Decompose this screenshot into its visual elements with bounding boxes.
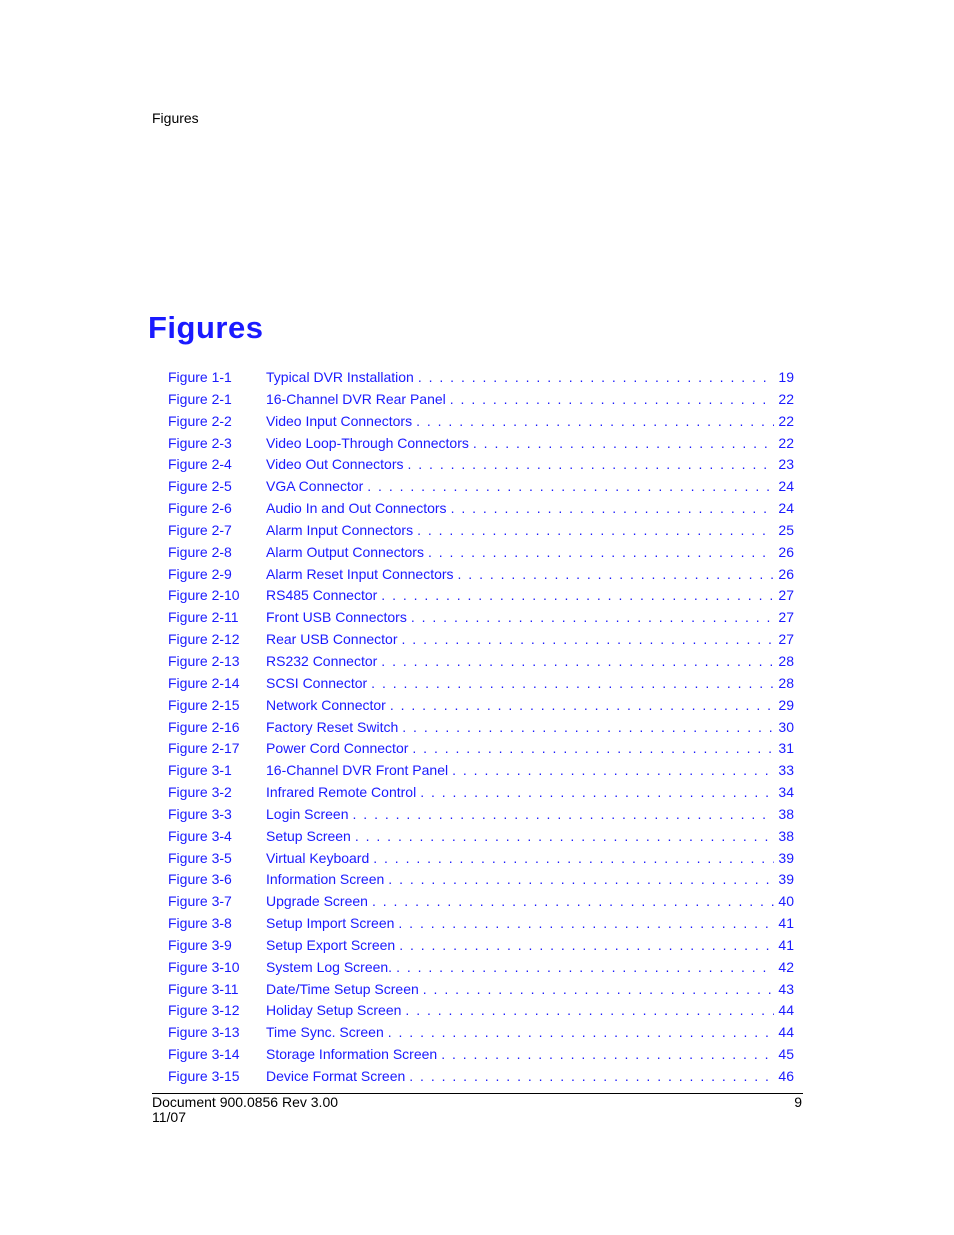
figure-number[interactable]: Figure 2-17	[168, 740, 240, 757]
dot-leader	[371, 673, 774, 695]
figure-number[interactable]: Figure 2-1	[168, 390, 232, 407]
figure-number[interactable]: Figure 3-2	[168, 784, 232, 801]
figure-entry[interactable]	[168, 433, 794, 455]
figure-entry[interactable]	[168, 1044, 794, 1066]
figure-number[interactable]: Figure 3-5	[168, 849, 232, 866]
figure-title[interactable]: Video Input Connectors	[266, 412, 413, 429]
page-title: Figures	[148, 310, 264, 345]
dot-leader	[396, 957, 774, 979]
figure-number[interactable]: Figure 2-8	[168, 543, 232, 560]
figure-title[interactable]: Holiday Setup Screen	[266, 1002, 402, 1019]
figure-entry[interactable]	[168, 629, 794, 651]
dot-leader	[417, 520, 774, 542]
figure-title[interactable]: RS485 Connector	[266, 587, 378, 604]
dot-leader	[458, 564, 775, 586]
figure-entry[interactable]	[168, 585, 794, 607]
figure-title[interactable]: Rear USB Connector	[266, 631, 398, 648]
dot-leader	[409, 1066, 774, 1088]
figure-number[interactable]: Figure 2-9	[168, 565, 232, 582]
figure-title[interactable]: Video Loop-Through Connectors	[266, 434, 469, 451]
figure-title[interactable]: Virtual Keyboard	[266, 849, 370, 866]
figure-entry[interactable]	[168, 957, 794, 979]
footer-page-number: 9	[794, 1094, 802, 1110]
figure-entry[interactable]	[168, 695, 794, 717]
figure-title[interactable]: Time Sync. Screen	[266, 1024, 384, 1041]
dot-leader	[402, 717, 774, 739]
dot-leader	[408, 454, 775, 476]
figure-title[interactable]: RS232 Connector	[266, 652, 378, 669]
figure-page-number[interactable]: 27	[778, 609, 794, 626]
figure-entry[interactable]	[168, 564, 794, 586]
figure-entry[interactable]	[168, 782, 794, 804]
figure-entry[interactable]	[168, 717, 794, 739]
dot-leader	[411, 607, 775, 629]
figure-title[interactable]: 16-Channel DVR Front Panel	[266, 762, 449, 779]
figure-page-number[interactable]: 28	[778, 652, 794, 669]
dot-leader	[373, 848, 774, 870]
figure-title[interactable]: Setup Export Screen	[266, 936, 396, 953]
figure-entry[interactable]	[168, 913, 794, 935]
figure-page-number[interactable]: 34	[778, 784, 794, 801]
dot-leader	[418, 367, 775, 389]
figure-entry[interactable]	[168, 476, 794, 498]
figure-page-number[interactable]: 38	[778, 805, 794, 822]
figure-page-number[interactable]: 42	[778, 958, 794, 975]
figure-page-number[interactable]: 33	[778, 762, 794, 779]
figure-page-number[interactable]: 19	[778, 369, 794, 385]
figure-title[interactable]: Alarm Reset Input Connectors	[266, 565, 454, 582]
figure-entry[interactable]	[168, 848, 794, 870]
figure-number[interactable]: Figure 3-3	[168, 805, 232, 822]
figure-entry[interactable]	[168, 520, 794, 542]
figures-list	[168, 367, 794, 1088]
figure-title[interactable]: Date/Time Setup Screen	[266, 980, 419, 997]
figure-entry[interactable]	[168, 869, 794, 891]
figure-page-number[interactable]: 43	[778, 980, 794, 997]
dot-leader	[428, 542, 774, 564]
dot-leader	[416, 411, 774, 433]
dot-leader	[412, 738, 774, 760]
dot-leader	[420, 782, 774, 804]
figure-page-number[interactable]: 38	[778, 827, 794, 844]
figure-entry[interactable]	[168, 979, 794, 1001]
figure-title[interactable]: VGA Connector	[266, 478, 364, 495]
footer-date: 11/07	[152, 1109, 186, 1125]
dot-leader	[367, 476, 774, 498]
figure-title[interactable]: Device Format Screen	[266, 1068, 406, 1084]
figure-page-number[interactable]: 26	[778, 565, 794, 582]
figure-number[interactable]: Figure 2-15	[168, 696, 240, 713]
figure-number[interactable]: Figure 2-14	[168, 674, 240, 691]
figure-page-number[interactable]: 22	[778, 434, 794, 451]
figure-number[interactable]: Figure 2-6	[168, 500, 232, 517]
figure-page-number[interactable]: 44	[778, 1002, 794, 1019]
figure-entry[interactable]	[168, 651, 794, 673]
figure-title[interactable]: System Log Screen.	[266, 958, 393, 975]
figure-title[interactable]: Login Screen	[266, 805, 349, 822]
figure-entry[interactable]	[168, 454, 794, 476]
figure-title[interactable]: 16-Channel DVR Rear Panel	[266, 390, 446, 407]
dot-leader	[441, 1044, 774, 1066]
figure-number[interactable]: Figure 3-10	[168, 958, 240, 975]
figure-title[interactable]: Network Connector	[266, 696, 386, 713]
figure-entry[interactable]	[168, 760, 794, 782]
figure-number[interactable]: Figure 2-16	[168, 718, 240, 735]
figure-entry[interactable]	[168, 1066, 794, 1088]
figure-number[interactable]: Figure 3-8	[168, 915, 232, 932]
figure-number[interactable]: Figure 3-15	[168, 1068, 240, 1084]
figure-number[interactable]: Figure 3-4	[168, 827, 232, 844]
figure-title[interactable]: Alarm Input Connectors	[266, 521, 414, 538]
figure-title[interactable]: Infrared Remote Control	[266, 784, 417, 801]
figure-page-number[interactable]: 25	[778, 521, 794, 538]
dot-leader	[399, 935, 774, 957]
figure-title[interactable]: Video Out Connectors	[266, 456, 404, 473]
figure-entry[interactable]	[168, 367, 794, 389]
dot-leader	[388, 1022, 775, 1044]
figure-entry[interactable]	[168, 673, 794, 695]
figure-title[interactable]: Factory Reset Switch	[266, 718, 399, 735]
dot-leader	[473, 433, 775, 455]
figure-title[interactable]: Power Cord Connector	[266, 740, 409, 757]
figure-page-number[interactable]: 24	[778, 500, 794, 517]
figure-number[interactable]: Figure 2-7	[168, 521, 232, 538]
figure-title[interactable]: Storage Information Screen	[266, 1046, 438, 1063]
figure-number[interactable]: Figure 3-7	[168, 893, 232, 910]
dot-leader	[423, 979, 775, 1001]
figure-page-number[interactable]: 23	[778, 456, 794, 473]
figure-page-number[interactable]: 41	[778, 936, 794, 953]
figure-title[interactable]: Audio In and Out Connectors	[266, 500, 447, 517]
dot-leader	[398, 913, 774, 935]
figure-entry[interactable]	[168, 826, 794, 848]
figure-title[interactable]: Information Screen	[266, 871, 385, 888]
dot-leader	[402, 629, 775, 651]
figure-page-number[interactable]: 24	[778, 478, 794, 495]
figure-number[interactable]: Figure 2-5	[168, 478, 232, 495]
figure-entry[interactable]	[168, 542, 794, 564]
figure-number[interactable]: Figure 3-13	[168, 1024, 240, 1041]
figure-number[interactable]: Figure 1-1	[168, 369, 232, 385]
figure-page-number[interactable]: 22	[778, 412, 794, 429]
figure-entry[interactable]	[168, 891, 794, 913]
running-header: Figures	[152, 110, 199, 126]
figure-page-number[interactable]: 31	[778, 740, 794, 757]
figure-page-number[interactable]: 29	[778, 696, 794, 713]
figure-number[interactable]: Figure 3-12	[168, 1002, 240, 1019]
figure-number[interactable]: Figure 2-13	[168, 652, 240, 669]
figure-page-number[interactable]: 40	[778, 893, 794, 910]
figure-page-number[interactable]: 28	[778, 674, 794, 691]
figure-number[interactable]: Figure 2-10	[168, 587, 240, 604]
figure-page-number[interactable]: 22	[778, 390, 794, 407]
dot-leader	[405, 1000, 774, 1022]
figure-title[interactable]: Alarm Output Connectors	[266, 543, 424, 560]
figure-number[interactable]: Figure 3-11	[168, 980, 239, 997]
figure-number[interactable]: Figure 3-9	[168, 936, 232, 953]
dot-leader	[452, 760, 774, 782]
figure-page-number[interactable]: 26	[778, 543, 794, 560]
figure-entry[interactable]	[168, 804, 794, 826]
figure-title[interactable]: Setup Import Screen	[266, 915, 395, 932]
figure-page-number[interactable]: 30	[778, 718, 794, 735]
figure-title[interactable]: Setup Screen	[266, 827, 351, 844]
figure-page-number[interactable]: 27	[778, 631, 794, 648]
figure-number[interactable]: Figure 2-2	[168, 412, 232, 429]
figure-entry[interactable]	[168, 1000, 794, 1022]
figure-entry[interactable]	[168, 411, 794, 433]
figure-page-number[interactable]: 45	[778, 1046, 794, 1063]
dot-leader	[388, 869, 774, 891]
figure-title[interactable]: Front USB Connectors	[266, 609, 407, 626]
figure-entry[interactable]	[168, 738, 794, 760]
dot-leader	[372, 891, 774, 913]
figure-page-number[interactable]: 39	[778, 871, 794, 888]
figure-title[interactable]: SCSI Connector	[266, 674, 368, 691]
figure-number[interactable]: Figure 3-14	[168, 1046, 240, 1063]
figure-entry[interactable]	[168, 389, 794, 411]
figure-page-number[interactable]: 27	[778, 587, 794, 604]
dot-leader	[355, 826, 775, 848]
dot-leader	[381, 585, 774, 607]
figure-page-number[interactable]: 46	[778, 1068, 794, 1084]
figure-entry[interactable]	[168, 607, 794, 629]
figure-number[interactable]: Figure 3-6	[168, 871, 232, 888]
figure-number[interactable]: Figure 2-3	[168, 434, 232, 451]
figure-entry[interactable]	[168, 498, 794, 520]
figure-entry[interactable]	[168, 1022, 794, 1044]
figure-title[interactable]: Typical DVR Installation	[266, 369, 414, 385]
figure-entry[interactable]	[168, 935, 794, 957]
figure-page-number[interactable]: 39	[778, 849, 794, 866]
dot-leader	[381, 651, 774, 673]
figure-page-number[interactable]: 41	[778, 915, 794, 932]
figure-number[interactable]: Figure 2-11	[168, 609, 239, 626]
figure-number[interactable]: Figure 2-4	[168, 456, 232, 473]
figure-number[interactable]: Figure 2-12	[168, 631, 240, 648]
footer-document-id: Document 900.0856 Rev 3.00	[152, 1094, 339, 1110]
figure-number[interactable]: Figure 3-1	[168, 762, 232, 779]
dot-leader	[450, 389, 775, 411]
dot-leader	[451, 498, 775, 520]
dot-leader	[390, 695, 775, 717]
figure-title[interactable]: Upgrade Screen	[266, 893, 368, 910]
figure-page-number[interactable]: 44	[778, 1024, 794, 1041]
dot-leader	[353, 804, 775, 826]
